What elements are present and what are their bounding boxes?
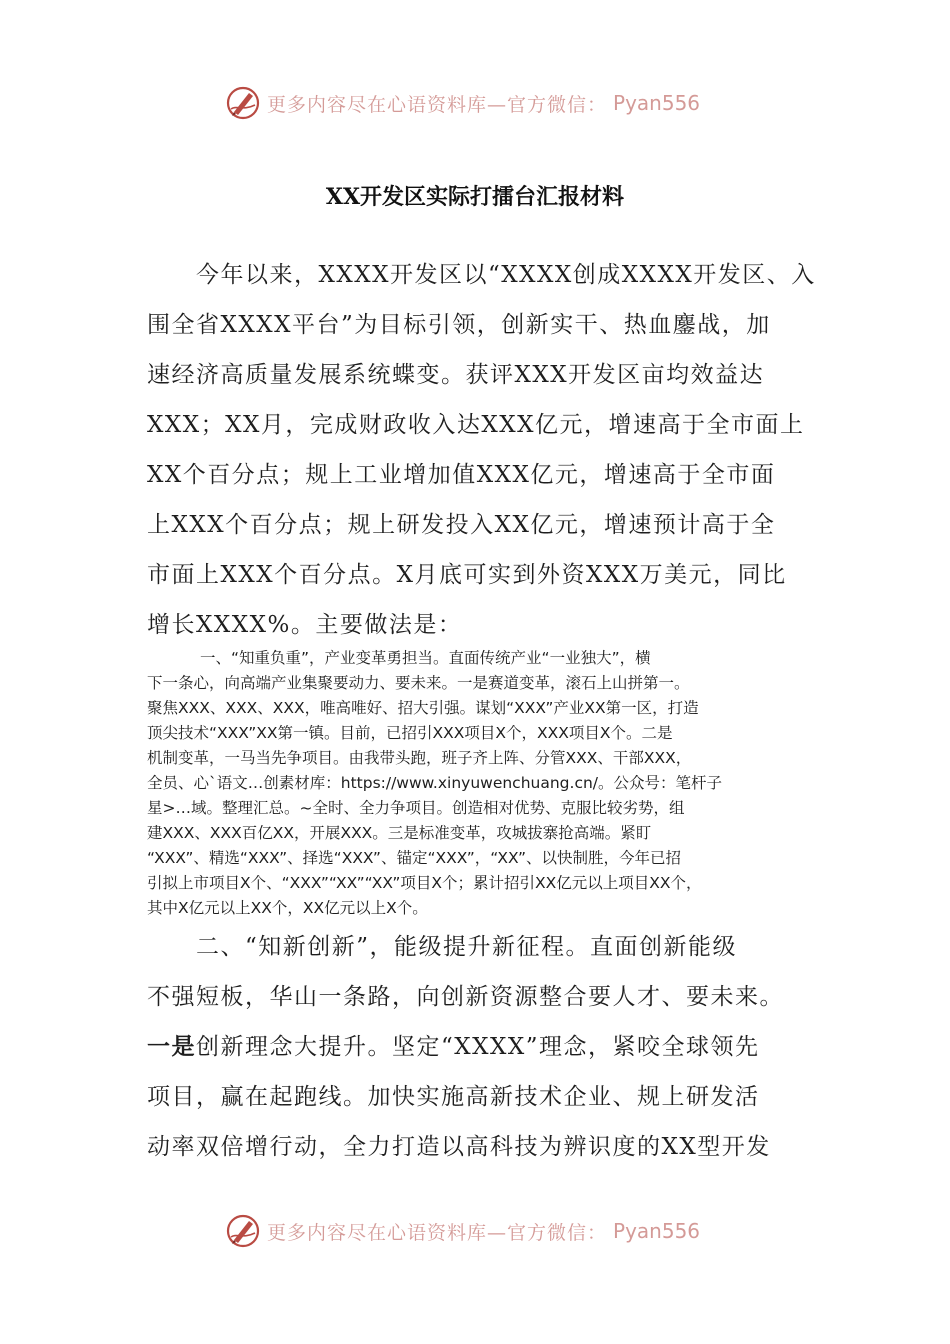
document-title: XX开发区实际打擂台汇报材料 (325, 184, 625, 210)
pen-logo-icon (225, 1213, 261, 1249)
section2-line: 不强短板，华山一条路，向创新资源整合要人才、要未来。 (147, 984, 784, 1010)
section1-line: 引拟上市项目X个、“XXX”“XX”“XX”项目X个；累计招引XX亿元以上项目XX个， (147, 874, 702, 892)
header-banner (225, 83, 700, 123)
intro-line: XX个百分点；规上工业增加值XXX亿元，增速高于全市面 (147, 462, 776, 488)
section1-line: 机制变革，一马当先争项目。由我带头跑，班子齐上阵、分管XXX、干部XXX， (147, 749, 692, 767)
section2-line (147, 1028, 760, 1061)
section2-line: 二、“知新创新”，能级提升新征程。直面创新能级 (196, 934, 738, 960)
intro-line: 增长XXXX%。主要做法是： (147, 612, 463, 638)
section2-line: 动率双倍增行动，全力打造以高科技为辨识度的XX型开发 (147, 1134, 771, 1160)
section1-line: 建XXX、XXX百亿XX，开展XXX。三是标准变革，攻城拔寨抢高端。紧盯 (147, 824, 652, 842)
intro-line: 市面上XXX个百分点。X月底可实到外资XXX万美元，同比 (147, 562, 787, 588)
pen-logo-icon (225, 85, 261, 121)
section1-line: 星>…域。整理汇总。~全时、全力争项目。创造相对优势、克服比较劣势，组 (147, 799, 685, 817)
section1-line: 下一条心，向高端产业集聚要动力、要未来。一是赛道变革，滚石上山拼第一。 (147, 674, 690, 692)
banner-text: 更多内容尽在心语资料库—官方微信： (267, 93, 608, 116)
wechat-id: Pyan556 (613, 91, 701, 115)
section1-line: 其中X亿元以上XX个，XX亿元以上X个。 (147, 899, 428, 917)
section1-line: “XXX”、精选“XXX”、择选“XXX”、锚定“XXX”，“XX”、以快制胜，今年已招 (147, 849, 682, 867)
section2-line: 项目，赢在起跑线。加快实施高新技术企业、规上研发活 (147, 1084, 760, 1110)
intro-line: 上XXX个百分点；规上研发投入XX亿元，增速预计高于全 (147, 512, 776, 538)
intro-line: 围全省XXXX平台”为目标引领，创新实干、热血鏖战，加 (147, 312, 771, 338)
section1-line: 全员、心`语文…创素材库：https://www.xinyuwenchuang.cn/。公众号：笔杆子 (147, 774, 723, 792)
section1-line: 一、“知重负重”，产业变革勇担当。直面传统产业“一业独大”，横 (200, 649, 651, 667)
footer-banner (225, 1211, 700, 1251)
intro-line: 速经济高质量发展系统蝶变。获评XXX开发区亩均效益达 (147, 362, 765, 388)
banner-text: 更多内容尽在心语资料库—官方微信： (267, 1221, 608, 1244)
intro-line: 今年以来，XXXX开发区以“XXXX创成XXXX开发区、入 (196, 262, 816, 288)
intro-line: XXX；XX月，完成财政收入达XXX亿元，增速高于全市面上 (147, 412, 805, 438)
section1-line: 聚焦XXX、XXX、XXX，唯高唯好、招大引强。谋划“XXX”产业XX第一区，打造 (147, 699, 699, 717)
section2-lead-rest: 创新理念大提升。坚定“XXXX”理念，紧咬全球领先 (196, 1034, 760, 1060)
section1-line: 顶尖技术“XXX”XX第一镇。目前，已招引XXX项目X个，XXX项目X个。二是 (147, 724, 673, 742)
wechat-id: Pyan556 (613, 1219, 701, 1243)
section2-lead: 一是 (147, 1034, 196, 1060)
